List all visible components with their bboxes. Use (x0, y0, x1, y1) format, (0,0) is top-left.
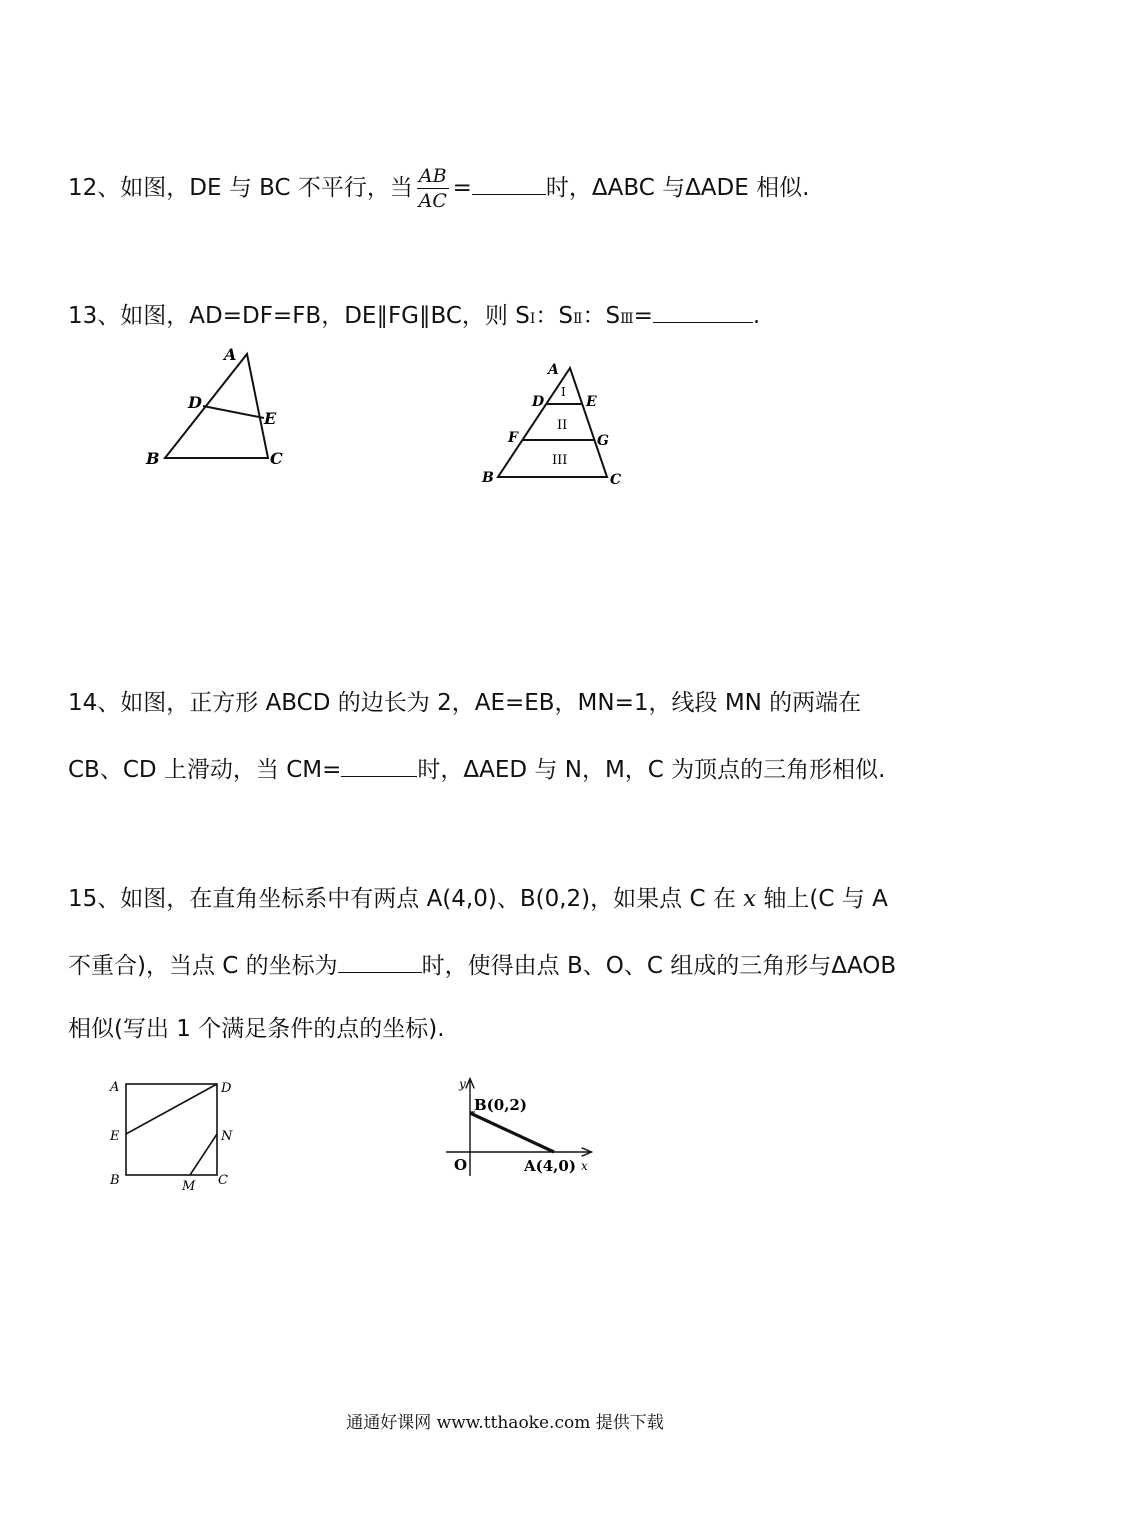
segment-ed (126, 1084, 217, 1134)
q13-colon-2: ：S (582, 303, 621, 329)
question-15-line-1 (68, 884, 888, 914)
q12-equals: = (452, 175, 472, 201)
q14-prefix: CB、CD 上滑动，当 CM= (68, 757, 342, 783)
fraction-denominator: AC (418, 190, 447, 212)
label-e: E (264, 409, 277, 428)
label-b-point: B(0,2) (474, 1096, 527, 1114)
label-n: N (221, 1129, 233, 1144)
question-12 (68, 166, 809, 211)
q13-end: . (752, 303, 761, 329)
footer-source: 通通好课网 www.tthaoke.com 提供下载 (346, 1413, 664, 1433)
label-f: F (508, 430, 518, 446)
figure-square-abcd (104, 1074, 249, 1196)
label-b: B (146, 449, 160, 468)
label-c: C (270, 449, 283, 468)
q13-subscript-1: Ⅰ (529, 311, 536, 327)
q13-equals: = (633, 303, 653, 329)
fraction-numerator: AB (418, 165, 447, 187)
triangle-abc (165, 354, 268, 458)
q13-colon-1: ：S (535, 303, 573, 329)
q12-suffix: 时，ΔABC 与ΔADE 相似. (545, 175, 810, 201)
q13-prefix: 13、如图，AD=DF=FB，DE∥FG∥BC，则 S (68, 303, 530, 329)
label-a: A (548, 362, 559, 378)
label-a-point: A(4,0) (524, 1157, 576, 1175)
label-c: C (218, 1173, 228, 1188)
label-d: D (188, 393, 202, 412)
label-b: B (482, 470, 494, 486)
q14-suffix: 时，ΔAED 与 N，M，C 为顶点的三角形相似. (417, 757, 886, 783)
figure-coordinate-system (444, 1072, 604, 1182)
q13-subscript-2: Ⅱ (572, 311, 583, 327)
segment-ab (470, 1113, 554, 1152)
label-y: y (459, 1077, 466, 1091)
label-a: A (224, 345, 237, 364)
q12-answer-blank[interactable] (472, 172, 546, 195)
label-c: C (610, 472, 622, 488)
q14-answer-blank[interactable] (341, 754, 417, 777)
label-g: G (597, 433, 609, 449)
q13-answer-blank[interactable] (653, 300, 753, 323)
q15-line2-suffix: 时，使得由点 B、O、C 组成的三角形与ΔAOB (421, 953, 897, 979)
label-a: A (110, 1080, 120, 1095)
region-3-label: III (552, 453, 568, 468)
region-2-label: II (557, 418, 568, 433)
q15-prefix: 15、如图，在直角坐标系中有两点 A(4,0)、B(0,2)，如果点 C 在 (68, 886, 744, 912)
q13-subscript-3: Ⅲ (620, 311, 634, 327)
label-e: E (110, 1129, 120, 1144)
figure-triangle-abc-de (140, 340, 300, 475)
question-15-line-2 (68, 950, 896, 981)
label-b: B (110, 1173, 120, 1188)
label-x: x (581, 1159, 588, 1173)
ab-over-ac-fraction (417, 166, 449, 211)
segment-mn (190, 1134, 217, 1175)
q15-suffix: 轴上(C 与 A (756, 886, 888, 912)
q15-x-variable: x (743, 886, 757, 912)
question-14-line-1: 14、如图，正方形 ABCD 的边长为 2，AE=EB，MN=1，线段 MN 的两端在 (68, 690, 862, 716)
square-abcd (126, 1084, 217, 1175)
label-origin: O (454, 1156, 468, 1174)
label-d: D (221, 1081, 232, 1096)
label-d: D (532, 394, 545, 410)
question-15-line-3: 相似(写出 1 个满足条件的点的坐标). (68, 1016, 445, 1042)
question-14-line-2 (68, 754, 885, 785)
label-e: E (586, 394, 597, 410)
q12-prefix: 12、如图，DE 与 BC 不平行，当 (68, 175, 413, 201)
label-m: M (182, 1179, 196, 1194)
q15-line2-prefix: 不重合)，当点 C 的坐标为 (68, 953, 338, 979)
segment-de (203, 406, 264, 418)
figure-triangle-three-regions (480, 358, 630, 488)
question-13 (68, 300, 760, 334)
region-1-label: I (561, 385, 566, 399)
q15-answer-blank[interactable] (338, 950, 422, 973)
